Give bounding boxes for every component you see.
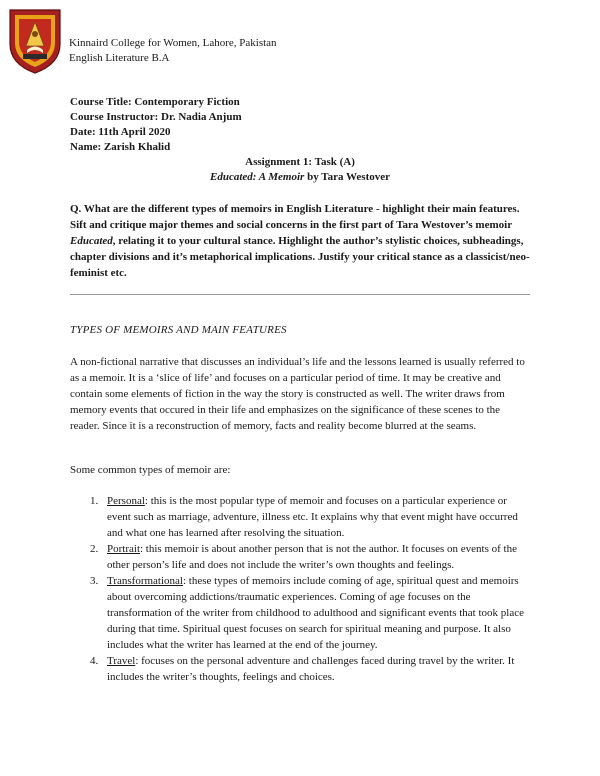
assignment-question: Q. What are the different types of memoirs in English Literature - highlight their main features. Sift and critique major themes and social concerns in the first part of Tara Westover’s memoir Educated, relating it to your cultural stance. Highlight the author’s stylistic choices, subheadings, chapter divisions and it’s metaphorical implications. Justify your critical stance as a classicist/neo-feminist etc. xyxy=(70,203,530,279)
memoir-type-term: Personal xyxy=(107,495,145,507)
institution-header xyxy=(69,36,277,66)
assignment-title: Assignment 1: Task (A) xyxy=(245,156,355,168)
course-title: Course Title: Contemporary Fiction xyxy=(70,96,240,108)
program-name: English Literature B.A xyxy=(69,52,170,64)
types-intro: Some common types of memoir are: xyxy=(70,464,231,476)
memoir-type-term: Travel xyxy=(107,655,136,667)
student-name: Name: Zarish Khalid xyxy=(70,141,171,153)
assignment-subtitle xyxy=(0,170,600,185)
list-item: 3. Transformational: these types of memoirs include coming of age, spiritual quest and memoirs about overcoming addictions/traumatic experiences. Coming of age focuses on the transformation of the writer from childhood to adulthood and significant events that took place during that time. Spiritual quest focuses on search for spiritual meaning and purpose. It also includes what the writer has learned at the end of the journey. xyxy=(90,575,524,651)
section-heading: TYPES OF MEMOIRS AND MAIN FEATURES xyxy=(70,324,287,336)
list-item: 2. Portrait: this memoir is about another person that is not the author. It focuses on events of the other person’s life and does not include the writer’s own thoughts and feelings. xyxy=(90,543,517,571)
list-item: 4. Travel: focuses on the personal adventure and challenges faced during travel by the writer. It includes the writer’s thoughts, feelings and choices. xyxy=(90,655,515,683)
book-title: Educated: A Memoir xyxy=(210,171,305,183)
memoir-type-term: Transformational xyxy=(107,575,183,587)
horizontal-divider xyxy=(70,294,530,295)
memoir-type-term: Portrait xyxy=(107,543,140,555)
submission-date: Date: 11th April 2020 xyxy=(70,126,171,138)
institution-name: Kinnaird College for Women, Lahore, Pakistan xyxy=(69,37,277,49)
body-paragraph: A non-fictional narrative that discusses an individual’s life and the lessons learned is usually referred to as a memoir. It is a ‘slice of life’ and focuses on a particular period of time. It may be creative and contain some elements of fiction in the way the story is constructed as well. The writer draws from memory events that occured in their life and emphasizes on the significance of these scenes to the reader. Since it is a reconstruction of memory, facts and reality become blurred at the seams. xyxy=(70,356,525,432)
question-book-title: Educated xyxy=(70,235,113,247)
course-meta xyxy=(70,95,242,155)
memoir-types-list xyxy=(90,493,532,685)
college-crest-icon xyxy=(6,6,64,76)
book-author: by Tara Westover xyxy=(304,171,390,183)
list-item: 1. Personal: this is the most popular type of memoir and focuses on a particular experience or event such as marriage, adventure, illness etc. It explains why that event might have occurred and what one has learned after resolving the situation. xyxy=(90,495,518,539)
course-instructor: Course Instructor: Dr. Nadia Anjum xyxy=(70,111,242,123)
